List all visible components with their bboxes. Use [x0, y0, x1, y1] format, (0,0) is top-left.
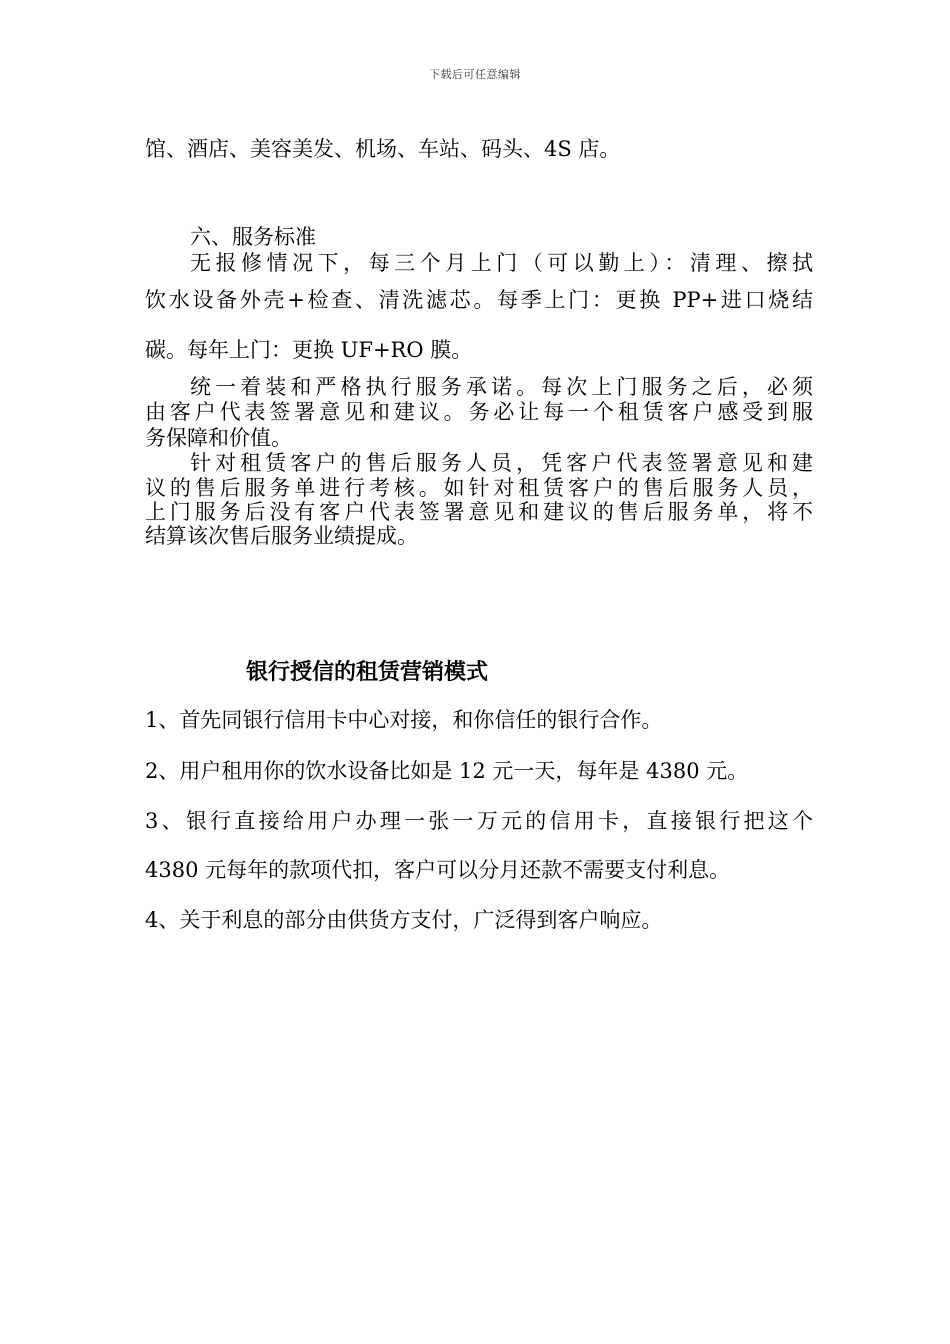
paragraph-line: 饮水设备外壳+检查、清洗滤芯。每季上门：更换 PP+进口烧结 [145, 288, 813, 312]
list-item: 4、关于利息的部分由供货方支付，广泛得到客户响应。 [145, 908, 663, 932]
paragraph-line: 务保障和价值。 [145, 426, 292, 450]
list-item: 4380 元每年的款项代扣，客户可以分月还款不需要支付利息。 [145, 858, 731, 882]
paragraph-line: 议的售后服务单进行考核。如针对租赁客户的售后服务人员， [145, 476, 813, 500]
section-title: 银行授信的租赁营销模式 [246, 660, 489, 685]
continuation-line: 馆、酒店、美容美发、机场、车站、码头、4S 店。 [145, 137, 621, 161]
section-heading: 六、服务标准 [190, 225, 316, 249]
paragraph-line: 上门服务后没有客户代表签署意见和建议的售后服务单，将不 [145, 500, 813, 524]
paragraph-line: 由客户代表签署意见和建议。务必让每一个租赁客户感受到服 [145, 400, 813, 424]
page-header-note: 下载后可任意编辑 [429, 68, 521, 81]
list-item: 2、用户租用你的饮水设备比如是 12 元一天，每年是 4380 元。 [145, 759, 749, 783]
paragraph-line: 针对租赁客户的售后服务人员，凭客户代表签署意见和建 [190, 451, 813, 475]
paragraph-line: 结算该次售后服务业绩提成。 [145, 524, 418, 548]
paragraph-line: 统一着装和严格执行服务承诺。每次上门服务之后，必须 [190, 375, 813, 399]
paragraph-line: 无报修情况下，每三个月上门（可以勤上）：清理、擦拭 [190, 251, 813, 275]
list-item: 1、首先同银行信用卡中心对接，和你信任的银行合作。 [145, 708, 663, 732]
paragraph-line: 碳。每年上门：更换 UF+RO 膜。 [145, 338, 473, 362]
list-item: 3、银行直接给用户办理一张一万元的信用卡，直接银行把这个 [145, 809, 813, 833]
